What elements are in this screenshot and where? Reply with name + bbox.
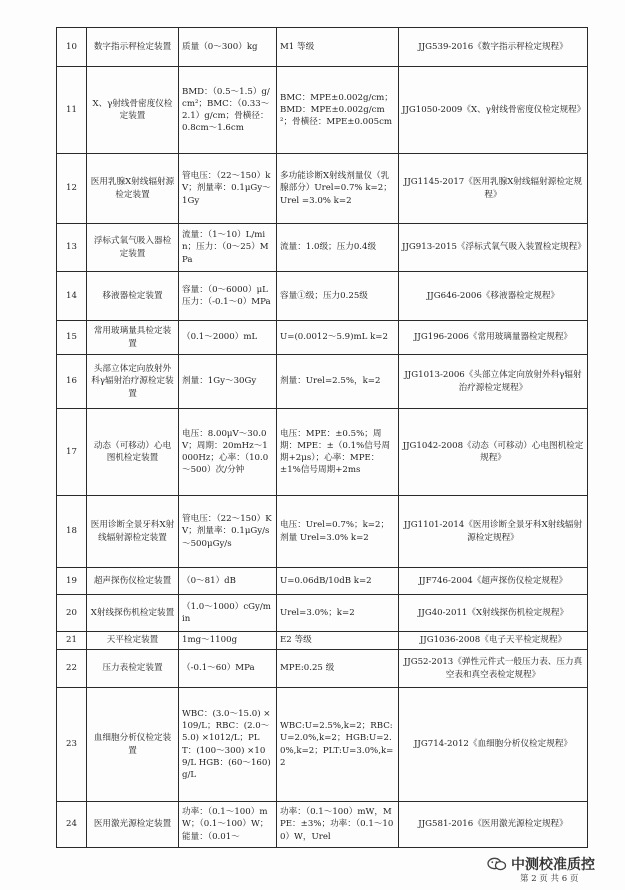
- standard: JJG1013-2006《头部立体定向放射外科γ辐射治疗源检定规程》: [399, 355, 588, 409]
- measurement-range: 功率：（0.1～100）mW；（0.1～100）W；能量：（0.01～: [179, 802, 277, 848]
- measurement-range: （0～81）dB: [179, 568, 277, 595]
- standard: JJG581-2016《医用激光源检定规程》: [399, 802, 588, 848]
- uncertainty: 流量：1.0级；压力0.4级: [277, 224, 399, 272]
- standard: JJG196-2006《常用玻璃量器检定规程》: [399, 321, 588, 355]
- table-row: [57, 568, 588, 595]
- brand-watermark: [487, 854, 595, 874]
- device-name: 天平检定装置: [87, 632, 179, 650]
- row-number: 21: [57, 632, 87, 650]
- standard: JJG646-2006《移液器检定规程》: [399, 272, 588, 321]
- row-number: 19: [57, 568, 87, 595]
- table-row: [57, 154, 588, 224]
- measurement-range: 管电压：（22～150）kV；剂量率：0.1μGy～1Gy: [179, 154, 277, 224]
- measurement-range: WBC：(3.0～15.0) ×109/L；RBC：(2.0～5.0) ×1012/L；PLT：(100～300) ×109/L HGB：(60～160)g/L: [179, 688, 277, 802]
- standard: JJG52-2013《弹性元件式一般压力表、压力真空表和真空表检定规程》: [399, 650, 588, 688]
- standard: JJG913-2015《浮标式氧气吸入装置检定规程》: [399, 224, 588, 272]
- row-number: 20: [57, 595, 87, 632]
- uncertainty: BMC：MPE±0.002g/cm；BMD：MPE±0.002g/cm²；骨横径：MPE±0.005cm: [277, 67, 399, 154]
- uncertainty: 功率：（0.1～100）mW，MPE：±3%；功率：（0.1～100）W，Urel: [277, 802, 399, 848]
- device-name: 医用激光源检定装置: [87, 802, 179, 848]
- uncertainty: M1 等级: [277, 28, 399, 67]
- row-number: 15: [57, 321, 87, 355]
- measurement-range: 质量（0～300）kg: [179, 28, 277, 67]
- measurement-range: 1mg～1100g: [179, 632, 277, 650]
- device-name: 移液器检定装置: [87, 272, 179, 321]
- measurement-range: 容量：（0～6000）μL 压力：（-0.1～0）MPa: [179, 272, 277, 321]
- calibration-table: [56, 27, 588, 848]
- row-number: 13: [57, 224, 87, 272]
- device-name: X、γ射线骨密度仪检定装置: [87, 67, 179, 154]
- table-row: [57, 67, 588, 154]
- uncertainty: U=(0.0012～5.9)mL k=2: [277, 321, 399, 355]
- row-number: 16: [57, 355, 87, 409]
- uncertainty: 多功能诊断X射线剂量仪（乳腺部分）Urel=0.7% k=2；Urel =3.0% k=2: [277, 154, 399, 224]
- table-body: [57, 28, 588, 848]
- standard: JJG1145-2017《医用乳腺X射线辐射源检定规程》: [399, 154, 588, 224]
- table-row: [57, 688, 588, 802]
- uncertainty: 电压：Urel=0.7%；k=2；剂量 Urel=3.0% k=2: [277, 496, 399, 568]
- page-number: 第 2 页 共 6 页: [520, 874, 579, 884]
- standard: JJG1042-2008《动态（可移动）心电图机检定规程》: [399, 409, 588, 496]
- row-number: 17: [57, 409, 87, 496]
- device-name: 常用玻璃量具检定装置: [87, 321, 179, 355]
- measurement-range: 管电压：（22～150）KV；剂量率：0.1μGy/s～500μGy/s: [179, 496, 277, 568]
- table-row: [57, 28, 588, 67]
- uncertainty: 容量①级；压力0.25级: [277, 272, 399, 321]
- uncertainty: MPE:0.25 级: [277, 650, 399, 688]
- table-row: [57, 409, 588, 496]
- table-row: [57, 650, 588, 688]
- row-number: 24: [57, 802, 87, 848]
- standard: JJG539-2016《数字指示秤检定规程》: [399, 28, 588, 67]
- uncertainty: 剂量：Urel=2.5%，k=2: [277, 355, 399, 409]
- device-name: 数字指示秤检定装置: [87, 28, 179, 67]
- device-name: X射线探伤机检定装置: [87, 595, 179, 632]
- measurement-range: （1.0～1000）cGy/min: [179, 595, 277, 632]
- row-number: 22: [57, 650, 87, 688]
- uncertainty: 电压：MPE：±0.5%；周期：MPE：±（0.1%信号周期+2μs）；心率：MPE：±1%信号周期+2ms: [277, 409, 399, 496]
- measurement-range: BMD：（0.5～1.5）g/cm²；BMC：（0.33～2.1）g/cm；骨横径：0.8cm～1.6cm: [179, 67, 277, 154]
- measurement-range: （-0.1～60）MPa: [179, 650, 277, 688]
- measurement-range: 剂量：1Gy～30Gy: [179, 355, 277, 409]
- measurement-range: 流量：（1～10）L/min；压力：（0～25）MPa: [179, 224, 277, 272]
- table-row: [57, 321, 588, 355]
- device-name: 浮标式氧气吸入器检定装置: [87, 224, 179, 272]
- device-name: 头部立体定向放射外科γ辐射治疗源检定装置: [87, 355, 179, 409]
- standard: JJG714-2012《血细胞分析仪检定规程》: [399, 688, 588, 802]
- measurement-range: 电压：8.00μV～30.0V；周期：20mHz～1000Hz；心率：（10.0～500）次/分钟: [179, 409, 277, 496]
- device-name: 压力表检定装置: [87, 650, 179, 688]
- standard: JJG40-2011《X射线探伤机检定规程》: [399, 595, 588, 632]
- page-footer: [0, 848, 625, 890]
- row-number: 12: [57, 154, 87, 224]
- uncertainty: Urel=3.0%；k=2: [277, 595, 399, 632]
- standard: JJF746-2004《超声探伤仪检定规程》: [399, 568, 588, 595]
- standard: JJG1036-2008《电子天平检定规程》: [399, 632, 588, 650]
- table-row: [57, 496, 588, 568]
- device-name: 医用乳腺X射线辐射源检定装置: [87, 154, 179, 224]
- uncertainty: U=0.06dB/10dB k=2: [277, 568, 399, 595]
- row-number: 14: [57, 272, 87, 321]
- row-number: 23: [57, 688, 87, 802]
- wechat-icon: [487, 857, 507, 871]
- device-name: 血细胞分析仪检定装置: [87, 688, 179, 802]
- table-row: [57, 632, 588, 650]
- row-number: 11: [57, 67, 87, 154]
- table-row: [57, 224, 588, 272]
- device-name: 医用诊断全景牙科X射线辐射源检定装置: [87, 496, 179, 568]
- row-number: 10: [57, 28, 87, 67]
- brand-text: 中测校准质控: [511, 857, 595, 873]
- table-row: [57, 802, 588, 848]
- table-row: [57, 272, 588, 321]
- table-row: [57, 355, 588, 409]
- device-name: 动态（可移动）心电图机检定装置: [87, 409, 179, 496]
- standard: JJG1050-2009《X、γ射线骨密度仪检定规程》: [399, 67, 588, 154]
- standard: JJG1101-2014《医用诊断全景牙科X射线辐射源检定规程》: [399, 496, 588, 568]
- uncertainty: WBC:U=2.5%,k=2；RBC:U=2.0%,k=2；HGB:U=2.0%,k=2；PLT:U=3.0%,k=2: [277, 688, 399, 802]
- uncertainty: E2 等级: [277, 632, 399, 650]
- row-number: 18: [57, 496, 87, 568]
- table-row: [57, 595, 588, 632]
- measurement-range: （0.1～2000）mL: [179, 321, 277, 355]
- device-name: 超声探伤仪检定装置: [87, 568, 179, 595]
